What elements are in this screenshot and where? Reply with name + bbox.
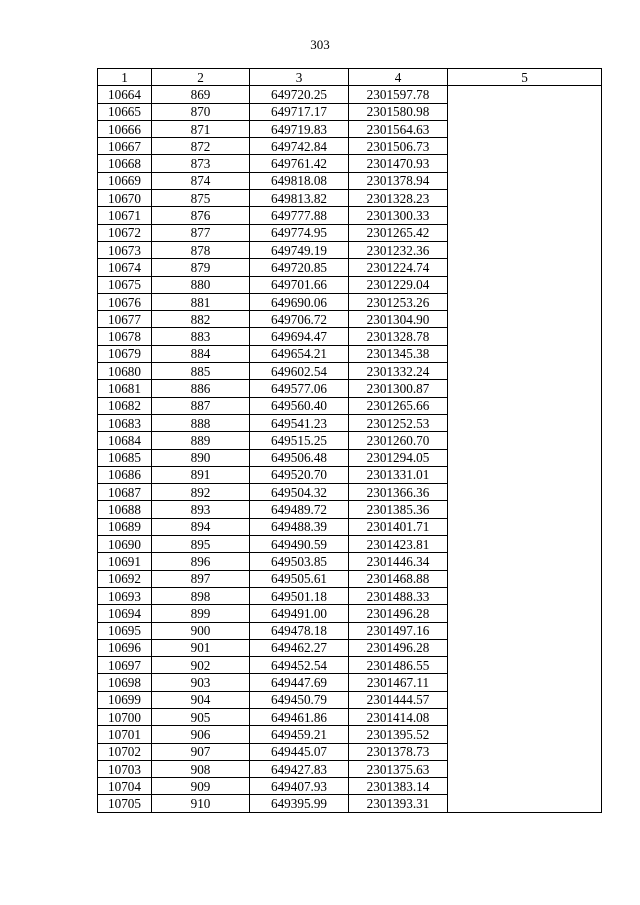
table-cell: 905: [152, 708, 250, 725]
table-cell: 2301496.28: [349, 639, 448, 656]
table-cell: 10690: [98, 536, 152, 553]
table-cell: 2301468.88: [349, 570, 448, 587]
table-cell: 874: [152, 172, 250, 189]
table-cell: 649577.06: [250, 380, 349, 397]
table-cell: 649515.25: [250, 432, 349, 449]
table-cell: 10670: [98, 190, 152, 207]
table-cell: 2301446.34: [349, 553, 448, 570]
notes-cell: [448, 86, 602, 812]
table-cell: 2301260.70: [349, 432, 448, 449]
table-cell: 649503.85: [250, 553, 349, 570]
table-cell: 649742.84: [250, 138, 349, 155]
table-cell: 2301366.36: [349, 484, 448, 501]
table-cell: 10696: [98, 639, 152, 656]
table-cell: 910: [152, 795, 250, 812]
table-cell: 649505.61: [250, 570, 349, 587]
table-cell: 649489.72: [250, 501, 349, 518]
table-cell: 649701.66: [250, 276, 349, 293]
table-cell: 10684: [98, 432, 152, 449]
table-cell: 649654.21: [250, 345, 349, 362]
table-cell: 2301393.31: [349, 795, 448, 812]
table-cell: 899: [152, 605, 250, 622]
column-header: 3: [250, 69, 349, 86]
table-cell: 649452.54: [250, 657, 349, 674]
table-cell: 649501.18: [250, 587, 349, 604]
table-cell: 879: [152, 259, 250, 276]
table-cell: 10687: [98, 484, 152, 501]
table-cell: 2301332.24: [349, 363, 448, 380]
table-cell: 898: [152, 587, 250, 604]
table-cell: 649504.32: [250, 484, 349, 501]
table-cell: 2301385.36: [349, 501, 448, 518]
table-cell: 649813.82: [250, 190, 349, 207]
column-header: 5: [448, 69, 602, 86]
table-cell: 10675: [98, 276, 152, 293]
table-cell: 2301470.93: [349, 155, 448, 172]
table-cell: 2301253.26: [349, 293, 448, 310]
table-cell: 908: [152, 760, 250, 777]
table-cell: 649720.25: [250, 86, 349, 103]
table-cell: 649478.18: [250, 622, 349, 639]
table-cell: 891: [152, 466, 250, 483]
table-cell: 2301564.63: [349, 120, 448, 137]
table-cell: 10671: [98, 207, 152, 224]
table-cell: 10693: [98, 587, 152, 604]
table-cell: 2301345.38: [349, 345, 448, 362]
table-cell: 10698: [98, 674, 152, 691]
table-cell: 2301497.16: [349, 622, 448, 639]
table-cell: 892: [152, 484, 250, 501]
table-cell: 2301444.57: [349, 691, 448, 708]
table-cell: 10701: [98, 726, 152, 743]
table-cell: 886: [152, 380, 250, 397]
table-cell: 10679: [98, 345, 152, 362]
table-cell: 2301328.78: [349, 328, 448, 345]
table-cell: 649761.42: [250, 155, 349, 172]
table-cell: 890: [152, 449, 250, 466]
table-cell: 649690.06: [250, 293, 349, 310]
table-cell: 2301304.90: [349, 311, 448, 328]
column-header: 4: [349, 69, 448, 86]
table-cell: 2301294.05: [349, 449, 448, 466]
table-cell: 883: [152, 328, 250, 345]
table-row: [98, 86, 602, 103]
table-cell: 906: [152, 726, 250, 743]
table-cell: 900: [152, 622, 250, 639]
table-cell: 649461.86: [250, 708, 349, 725]
table-cell: 10672: [98, 224, 152, 241]
table-cell: 875: [152, 190, 250, 207]
table-cell: 880: [152, 276, 250, 293]
table-cell: 893: [152, 501, 250, 518]
table-cell: 649462.27: [250, 639, 349, 656]
table-cell: 649488.39: [250, 518, 349, 535]
table-cell: 649459.21: [250, 726, 349, 743]
table-cell: 2301265.42: [349, 224, 448, 241]
table-cell: 871: [152, 120, 250, 137]
table-cell: 10685: [98, 449, 152, 466]
table-cell: 2301232.36: [349, 241, 448, 258]
table-cell: 903: [152, 674, 250, 691]
table-cell: 2301375.63: [349, 760, 448, 777]
table-cell: 889: [152, 432, 250, 449]
table-cell: 649749.19: [250, 241, 349, 258]
table-cell: 2301383.14: [349, 778, 448, 795]
table-cell: 10702: [98, 743, 152, 760]
coordinates-table: [97, 68, 602, 813]
table-cell: 10694: [98, 605, 152, 622]
table-cell: 10664: [98, 86, 152, 103]
table-cell: 10700: [98, 708, 152, 725]
table-cell: 649520.70: [250, 466, 349, 483]
table-cell: 887: [152, 397, 250, 414]
table-cell: 649445.07: [250, 743, 349, 760]
table-cell: 10666: [98, 120, 152, 137]
table-cell: 2301252.53: [349, 414, 448, 431]
table-cell: 896: [152, 553, 250, 570]
table-cell: 2301224.74: [349, 259, 448, 276]
table-cell: 649818.08: [250, 172, 349, 189]
table-cell: 907: [152, 743, 250, 760]
column-header: 1: [98, 69, 152, 86]
table-cell: 649694.47: [250, 328, 349, 345]
table-cell: 10697: [98, 657, 152, 674]
table-cell: 909: [152, 778, 250, 795]
page-number: 303: [310, 37, 330, 52]
table-cell: 10688: [98, 501, 152, 518]
table-cell: 649506.48: [250, 449, 349, 466]
table-cell: 2301229.04: [349, 276, 448, 293]
table-cell: 872: [152, 138, 250, 155]
table-cell: 10686: [98, 466, 152, 483]
table-cell: 2301580.98: [349, 103, 448, 120]
table-cell: 873: [152, 155, 250, 172]
table-cell: 10677: [98, 311, 152, 328]
table-cell: 884: [152, 345, 250, 362]
table-cell: 649541.23: [250, 414, 349, 431]
table-cell: 10665: [98, 103, 152, 120]
table-cell: 2301265.66: [349, 397, 448, 414]
table-cell: 10667: [98, 138, 152, 155]
table-cell: 2301488.33: [349, 587, 448, 604]
table-cell: 2301414.08: [349, 708, 448, 725]
table-cell: 901: [152, 639, 250, 656]
table-cell: 649706.72: [250, 311, 349, 328]
table-cell: 878: [152, 241, 250, 258]
table-cell: 649407.93: [250, 778, 349, 795]
table-cell: 10673: [98, 241, 152, 258]
table-cell: 10695: [98, 622, 152, 639]
table-cell: 10668: [98, 155, 152, 172]
table-cell: 2301328.23: [349, 190, 448, 207]
table-cell: 888: [152, 414, 250, 431]
table-cell: 904: [152, 691, 250, 708]
table-cell: 649427.83: [250, 760, 349, 777]
table-cell: 10669: [98, 172, 152, 189]
table-cell: 2301486.55: [349, 657, 448, 674]
table-cell: 10699: [98, 691, 152, 708]
table-cell: 10681: [98, 380, 152, 397]
table-cell: 2301467.11: [349, 674, 448, 691]
table-cell: 881: [152, 293, 250, 310]
table-cell: 2301401.71: [349, 518, 448, 535]
table-cell: 10680: [98, 363, 152, 380]
table-cell: 876: [152, 207, 250, 224]
table-body: [98, 86, 602, 812]
table-cell: 649447.69: [250, 674, 349, 691]
table-cell: 649560.40: [250, 397, 349, 414]
table-cell: 2301300.87: [349, 380, 448, 397]
table-cell: 902: [152, 657, 250, 674]
table-cell: 10676: [98, 293, 152, 310]
table-cell: 2301378.73: [349, 743, 448, 760]
table-cell: 10692: [98, 570, 152, 587]
table-cell: 894: [152, 518, 250, 535]
table-cell: 2301597.78: [349, 86, 448, 103]
column-header: 2: [152, 69, 250, 86]
table-cell: 10704: [98, 778, 152, 795]
table-cell: 649719.83: [250, 120, 349, 137]
table-cell: 2301423.81: [349, 536, 448, 553]
table-cell: 2301331.01: [349, 466, 448, 483]
table-cell: 895: [152, 536, 250, 553]
table-cell: 649491.00: [250, 605, 349, 622]
table-cell: 2301378.94: [349, 172, 448, 189]
table-cell: 10691: [98, 553, 152, 570]
table-cell: 877: [152, 224, 250, 241]
table-cell: 897: [152, 570, 250, 587]
table-header-row: [98, 69, 602, 86]
table-cell: 10705: [98, 795, 152, 812]
table-cell: 10682: [98, 397, 152, 414]
table-cell: 2301496.28: [349, 605, 448, 622]
table-cell: 10678: [98, 328, 152, 345]
table-cell: 649777.88: [250, 207, 349, 224]
table-cell: 649450.79: [250, 691, 349, 708]
table-cell: 649395.99: [250, 795, 349, 812]
table-cell: 2301506.73: [349, 138, 448, 155]
table-cell: 649774.95: [250, 224, 349, 241]
table-cell: 10674: [98, 259, 152, 276]
table-cell: 869: [152, 86, 250, 103]
table-cell: 10683: [98, 414, 152, 431]
table-cell: 882: [152, 311, 250, 328]
table-cell: 649602.54: [250, 363, 349, 380]
table-cell: 649717.17: [250, 103, 349, 120]
table-cell: 885: [152, 363, 250, 380]
table-cell: 649490.59: [250, 536, 349, 553]
table-cell: 2301395.52: [349, 726, 448, 743]
table-cell: 870: [152, 103, 250, 120]
table-cell: 649720.85: [250, 259, 349, 276]
table-cell: 2301300.33: [349, 207, 448, 224]
table-cell: 10689: [98, 518, 152, 535]
table-cell: 10703: [98, 760, 152, 777]
